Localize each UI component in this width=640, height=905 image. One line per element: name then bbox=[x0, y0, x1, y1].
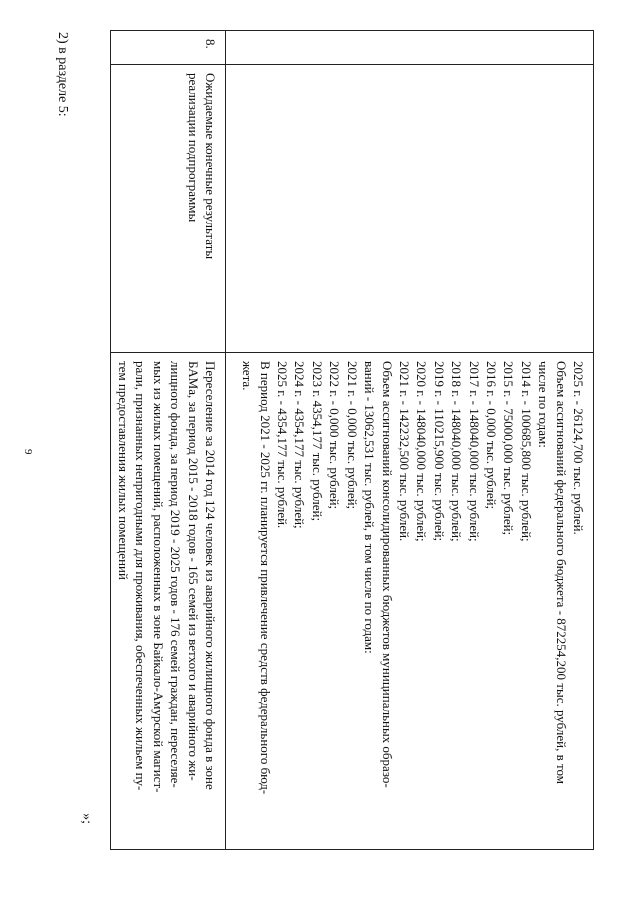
section-reference: 2) в разделе 5: bbox=[55, 32, 70, 117]
text-line: 2016 г. - 0,000 тыс. рублей; bbox=[483, 361, 499, 510]
table-row-results bbox=[110, 31, 225, 850]
text-line: 2020 г. - 148040,000 тыс. рублей; bbox=[414, 361, 430, 542]
row-name-cell bbox=[226, 65, 594, 353]
text-line: 2022 г. - 0,000 тыс. рублей; bbox=[327, 361, 343, 510]
row-number-cell: 8. bbox=[110, 31, 225, 65]
text-line: реализации подпрограммы bbox=[185, 73, 201, 223]
text-line: 2015 г. - 75000,000 тыс. рублей; bbox=[501, 361, 517, 536]
text-line: 2017 г. - 148040,000 тыс. рублей; bbox=[466, 361, 482, 542]
closing-quote-mark: »; bbox=[79, 813, 94, 824]
table-row-budget bbox=[226, 31, 594, 850]
text-line: 2025 г. - 26124,700 тыс. рублей. bbox=[571, 361, 586, 535]
text-line: 2019 г. - 110215,900 тыс. рублей; bbox=[431, 361, 447, 542]
text-line: 2024 г. - 4354,177 тыс. рублей; bbox=[292, 361, 308, 529]
text-line: мых из жилых помещений, расположенных в зоне Байкало-Амурской магист- bbox=[150, 361, 166, 793]
row-content-cell bbox=[226, 353, 594, 850]
text-line: лищного фонда, за период 2019 - 2025 годов - 176 семей граждан, переселяе- bbox=[168, 361, 184, 788]
rotated-sheet bbox=[34, 30, 594, 850]
row-name-cell bbox=[110, 65, 225, 353]
text-line: Ожидаемые конечные результаты bbox=[203, 73, 218, 260]
text-line: ваний - 13062,531 тыс. рублей, в том числе по годам: bbox=[362, 361, 378, 654]
text-line: 2018 г. - 148040,000 тыс. рублей; bbox=[449, 361, 465, 542]
text-line: БАМа, за период 2015 - 2018 годов - 165 семей из ветхого и аварийного жи- bbox=[185, 361, 201, 781]
subprogram-passport-table bbox=[110, 30, 594, 850]
text-line: 2023 г. 4354,177 тыс. рублей; bbox=[309, 361, 325, 522]
text-line: рали, признанных непригодными для проживания, обеспеченных жильем пу- bbox=[133, 361, 149, 791]
page-number: 9 bbox=[22, 449, 34, 455]
after-table-text bbox=[38, 30, 98, 850]
text-line: Переселение за 2014 год 124 человек из аварийного жилищного фонда в зоне bbox=[203, 361, 218, 790]
row-number-cell bbox=[226, 31, 594, 65]
text-line: Объем ассигнований консолидированных бюджетов муниципальных образо- bbox=[379, 361, 395, 788]
text-line: 2014 г. - 100685,800 тыс. рублей; bbox=[518, 361, 534, 542]
text-line: жета. bbox=[240, 361, 256, 391]
text-line: Объем ассигнований федерального бюджета - 872254,200 тыс. рублей, в том bbox=[553, 361, 569, 785]
text-line: В период 2021 - 2025 гг. планируется привлечение средств федерального бюд- bbox=[257, 361, 273, 795]
text-line: числе по годам: bbox=[536, 361, 552, 448]
text-line: 2025 г. - 4354,177 тыс. рублей. bbox=[275, 361, 291, 529]
text-line: тем предоставления жилых помещений bbox=[115, 361, 131, 580]
row-content-cell bbox=[110, 353, 225, 850]
text-line: 2021 г. - 142232,500 тыс. рублей. bbox=[396, 361, 412, 542]
text-line: 2021 г. - 0,000 тыс. рублей; bbox=[344, 361, 360, 510]
